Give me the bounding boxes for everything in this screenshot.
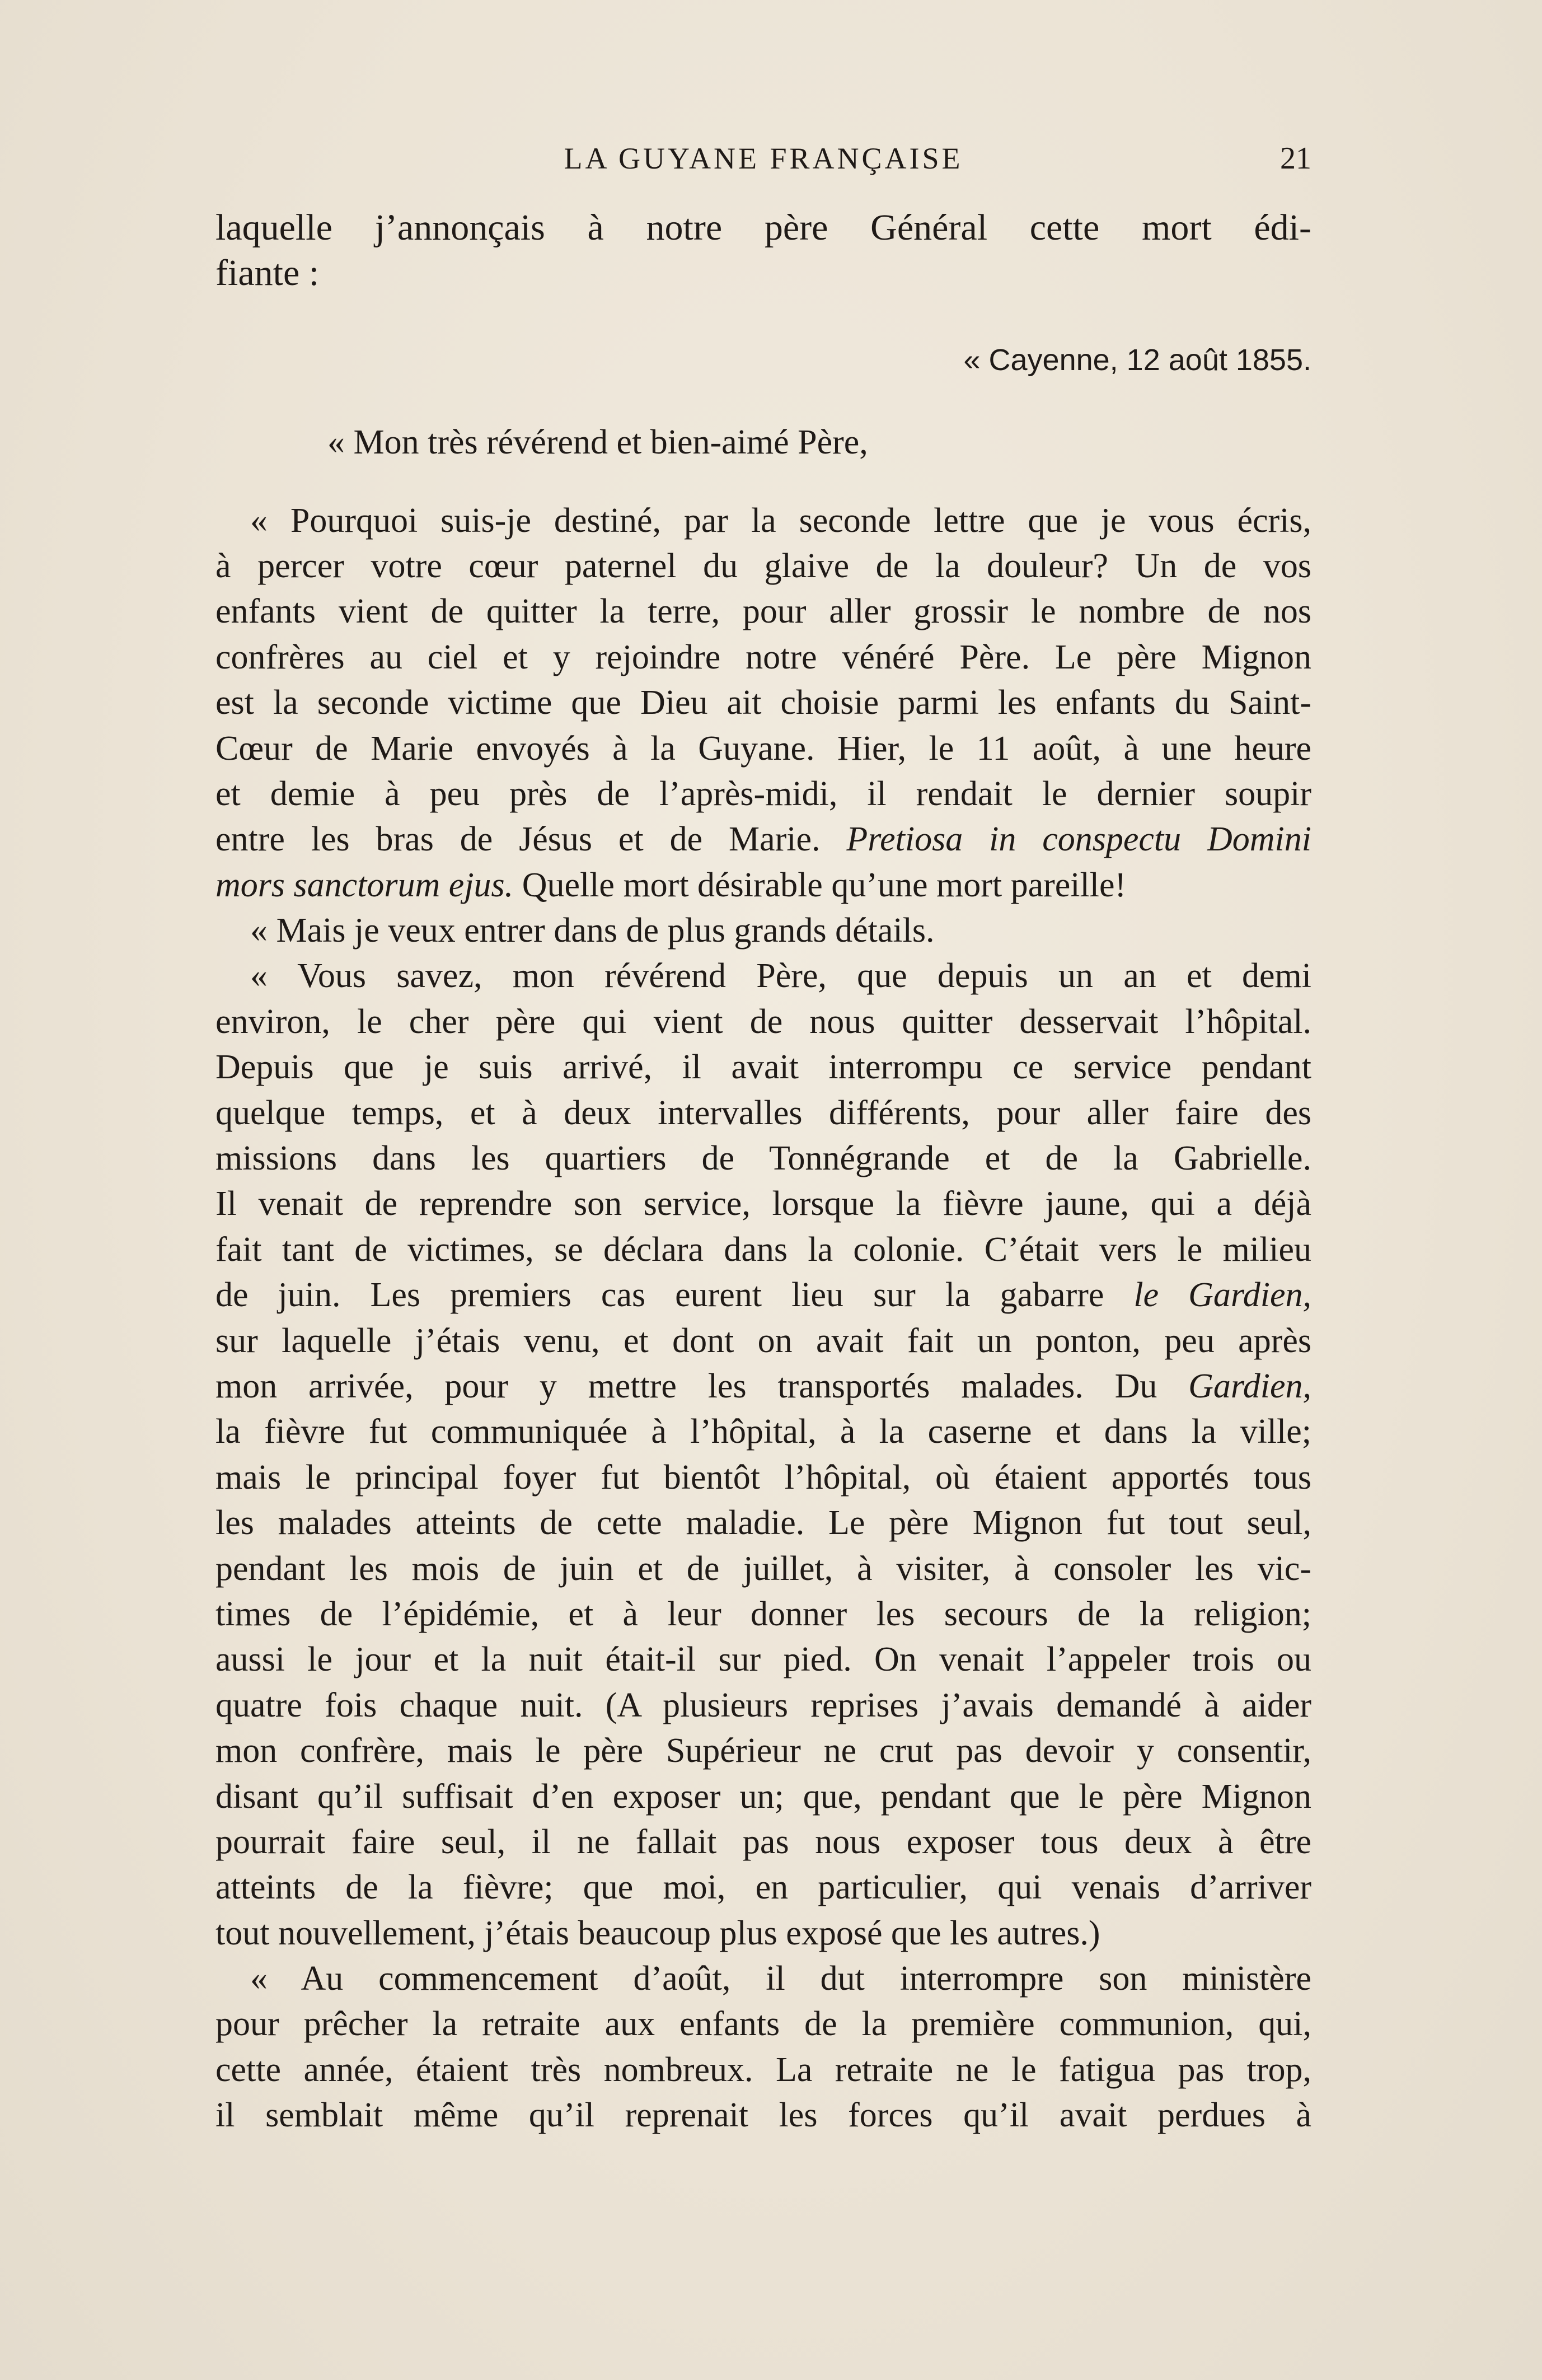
- ship-name: Gardien,: [1188, 1367, 1311, 1405]
- text-line: les malades atteints de cette maladie. Le père Mignon fut tout seul,: [215, 1504, 1311, 1542]
- text-line: enfants vient de quitter la terre, pour aller grossir le nombre de nos: [215, 592, 1311, 631]
- text-line: Depuis que je suis arrivé, il avait interrompu ce service pendant: [215, 1048, 1311, 1087]
- text-line: missions dans les quartiers de Tonnégrande et de la Gabrielle.: [215, 1139, 1311, 1178]
- text-line: Cœur de Marie envoyés à la Guyane. Hier, le 11 août, à une heure: [215, 729, 1311, 768]
- latin-quote: Pretiosa in conspectu Domini: [846, 820, 1312, 859]
- text-line: [215, 817, 1311, 862]
- text-run: de juin. Les premiers cas eurent lieu sur la gabarre: [215, 1276, 1134, 1315]
- text-line: [215, 1273, 1311, 1318]
- text-run: Quelle mort désirable qu’une mort pareille!: [513, 866, 1127, 904]
- text-line: « Mais je veux entrer dans de plus grands détails.: [250, 911, 935, 950]
- text-line: fait tant de victimes, se déclara dans la colonie. C’était vers le milieu: [215, 1230, 1311, 1269]
- body-text: [215, 205, 1311, 2139]
- text-line: à percer votre cœur paternel du glaive de la douleur? Un de vos: [215, 546, 1311, 585]
- page-number: 21: [1280, 141, 1311, 176]
- text-line: tout nouvellement, j’étais beaucoup plus exposé que les autres.): [215, 1914, 1100, 1952]
- text-line: pendant les mois de juin et de juillet, à visiter, à consoler les vic-: [215, 1549, 1311, 1588]
- text-line: fiante :: [215, 253, 320, 294]
- text-line: pour prêcher la retraite aux enfants de la première communion, qui,: [215, 2005, 1311, 2044]
- text-line: cette année, étaient très nombreux. La retraite ne le fatigua pas trop,: [215, 2050, 1311, 2089]
- text-run: mon arrivée, pour y mettre les transportés malades. Du: [215, 1367, 1189, 1405]
- text-line: laquelle j’annonçais à notre père Général cette mort édi-: [215, 207, 1311, 248]
- text-line: disant qu’il suffisait d’en exposer un; que, pendant que le père Mignon: [215, 1777, 1311, 1816]
- text-line: « Vous savez, mon révérend Père, que depuis un an et demi: [250, 957, 1311, 995]
- text-line: atteints de la fièvre; que moi, en particulier, qui venais d’arriver: [215, 1868, 1311, 1907]
- text-line: Il venait de reprendre son service, lorsque la fièvre jaune, qui a déjà: [215, 1185, 1311, 1223]
- text-line: il semblait même qu’il reprenait les forces qu’il avait perdues à: [215, 2096, 1311, 2135]
- text-line: confrères au ciel et y rejoindre notre vénéré Père. Le père Mignon: [215, 638, 1311, 676]
- text-line: est la seconde victime que Dieu ait choisie parmi les enfants du Saint-: [215, 684, 1311, 722]
- text-run: entre les bras de Jésus et de Marie.: [215, 820, 847, 859]
- text-line: times de l’épidémie, et à leur donner les secours de la religion;: [215, 1595, 1311, 1633]
- running-title: LA GUYANE FRANÇAISE: [564, 142, 963, 175]
- text-line: « Au commencement d’août, il dut interrompre son ministère: [250, 1960, 1311, 1998]
- letter-dateline: « Cayenne, 12 août 1855.: [963, 343, 1311, 377]
- text-line: pourrait faire seul, il ne fallait pas nous exposer tous deux à être: [215, 1822, 1311, 1861]
- text-line: « Pourquoi suis-je destiné, par la seconde lettre que je vous écris,: [250, 501, 1311, 540]
- text-line: aussi le jour et la nuit était-il sur pied. On venait l’appeler trois ou: [215, 1640, 1311, 1679]
- text-line: [215, 1364, 1311, 1409]
- text-line: et demie à peu près de l’après-midi, il rendait le dernier soupir: [215, 774, 1311, 813]
- text-line: environ, le cher père qui vient de nous quitter desservait l’hôpital.: [215, 1002, 1311, 1041]
- text-line: sur laquelle j’étais venu, et dont on avait fait un ponton, peu après: [215, 1321, 1311, 1360]
- letter-salutation: « Mon très révérend et bien-aimé Père,: [327, 423, 868, 462]
- text-line: quatre fois chaque nuit. (A plusieurs reprises j’avais demandé à aider: [215, 1686, 1311, 1724]
- latin-quote: mors sanctorum ejus.: [215, 866, 514, 904]
- text-line: mon confrère, mais le père Supérieur ne crut pas devoir y consentir,: [215, 1732, 1311, 1770]
- text-line: mais le principal foyer fut bientôt l’hôpital, où étaient apportés tous: [215, 1458, 1311, 1497]
- text-line: quelque temps, et à deux intervalles différents, pour aller faire des: [215, 1093, 1311, 1132]
- page-header: [215, 139, 1311, 178]
- text-line: [215, 863, 1311, 908]
- ship-name: le Gardien,: [1133, 1276, 1312, 1315]
- text-line: la fièvre fut communiquée à l’hôpital, à la caserne et dans la ville;: [215, 1413, 1311, 1451]
